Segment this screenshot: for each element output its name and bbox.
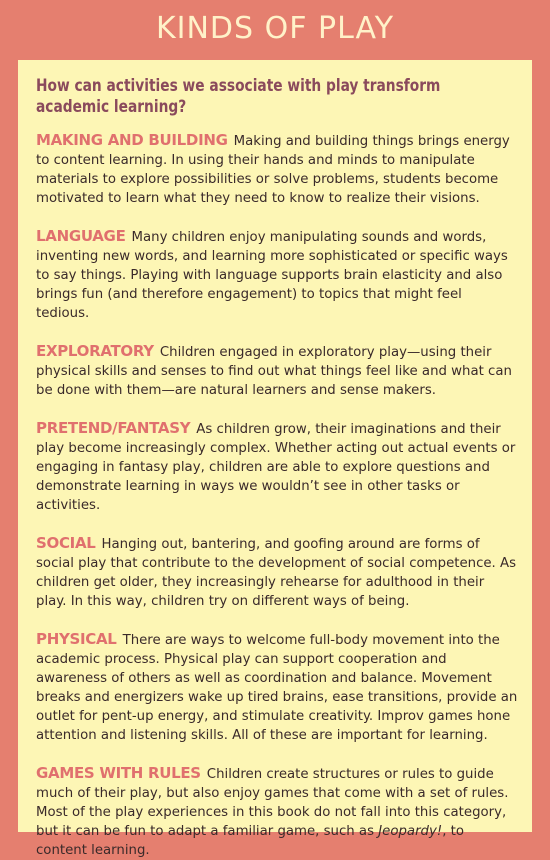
section-heading: MAKING AND BUILDING — [36, 131, 228, 149]
section-text-end: , to content learning. — [36, 824, 464, 858]
section-text: Children engaged in exploratory play—using their physical skills and senses to find out what things feel like and what can be done with them—are natural learners and sense makers. — [36, 345, 512, 398]
section-text: As children grow, their imaginations and their play become increasingly complex. Whether acting out actual events or engaging in fantasy play, children are able to explore questions and demonstrate learning in ways we wouldn’t see in other tasks or activities. — [36, 422, 516, 513]
section-heading: EXPLORATORY — [36, 342, 154, 360]
section-games-with-rules — [36, 764, 518, 860]
page-title: KINDS OF PLAY — [155, 11, 395, 46]
section-heading: PRETEND/FANTASY — [36, 419, 191, 437]
section-heading: SOCIAL — [36, 534, 96, 552]
game-title: Jeopardy! — [378, 824, 443, 839]
section-making-and-building — [36, 131, 518, 208]
section-text: Many children enjoy manipulating sounds and words, inventing new words, and learning more sophisticated or specific ways to say things. Playing with language supports brain elasticity and also brings fun (and therefore engagement) to topics that might feel tedious. — [36, 230, 508, 321]
section-physical — [36, 630, 518, 745]
section-text: Children create structures or rules to guide much of their play, but also enjoy games that come with a set of rules. Most of the play experiences in this book do not fall into this category, but it can be fun to adapt a familiar game, such as — [36, 767, 509, 839]
section-language — [36, 227, 518, 323]
section-heading: LANGUAGE — [36, 227, 126, 245]
guiding-question: How can activities we associate with play transform academic learning? — [36, 76, 441, 117]
section-social — [36, 534, 518, 611]
section-exploratory — [36, 342, 518, 400]
section-heading: PHYSICAL — [36, 630, 117, 648]
content-panel — [18, 60, 532, 858]
section-text: There are ways to welcome full-body movement into the academic process. Physical play can support cooperation and awareness of others as well as coordination and balance. Movement breaks and energizers wake up tired brains, ease transitions, provide an outlet for pent-up energy, and stimulate creativity. Improv games hone attention and listening skills. All of these are important for learning. — [36, 633, 518, 743]
section-text: Hanging out, bantering, and goofing around are forms of social play that contribute to the development of social competence. As children get older, they increasingly rehearse for adulthood in their play. In this way, children try on different ways of being. — [36, 537, 517, 609]
section-heading: GAMES WITH RULES — [36, 764, 201, 782]
section-text: Making and building things brings energy to content learning. In using their hands and minds to manipulate materials to explore possibilities or solve problems, students become motivated to learn what they need to know to realize their visions. — [36, 134, 510, 206]
section-pretend-fantasy — [36, 419, 518, 515]
